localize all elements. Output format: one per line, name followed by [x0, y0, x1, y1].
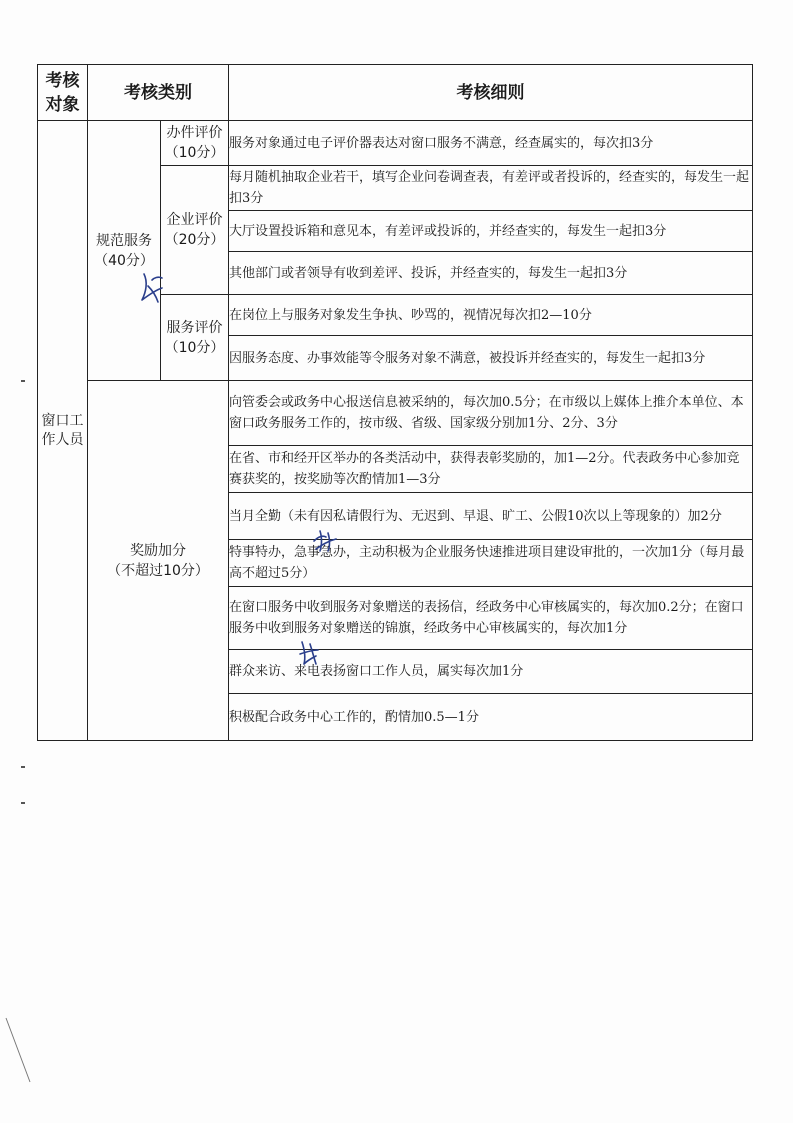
- subcategory-service: 服务评价 （10分）: [161, 295, 229, 381]
- table-row: [38, 121, 753, 166]
- rule-cell: 积极配合政务中心工作的，酌情加0.5—1分: [229, 694, 753, 741]
- category-reward: 奖励加分 （不超过10分）: [88, 381, 229, 741]
- rule-cell: 群众来访、来电表扬窗口工作人员，属实每次加1分: [229, 650, 753, 694]
- rule-cell: 特事特办，急事急办，主动积极为企业服务快速推进项目建设审批的，一次加1分（每月最高不超过5分）: [229, 540, 753, 587]
- rule-cell: 服务对象通过电子评价器表达对窗口服务不满意，经查属实的，每次扣3分: [229, 121, 753, 166]
- object-cell: 窗口工 作人员: [38, 121, 88, 741]
- header-object: 考核 对象: [38, 65, 88, 121]
- scan-artifact: [21, 802, 25, 804]
- table-row: [38, 381, 753, 446]
- scan-artifact: [21, 380, 25, 382]
- rule-cell: 大厅设置投诉箱和意见本，有差评或投诉的，并经查实的，每发生一起扣3分: [229, 211, 753, 252]
- rule-cell: 其他部门或者领导有收到差评、投诉，并经查实的，每发生一起扣3分: [229, 252, 753, 295]
- rule-cell: 在省、市和经开区举办的各类活动中，获得表彰奖励的，加1—2分。代表政务中心参加竞赛获奖的，按奖励等次酌情加1—3分: [229, 446, 753, 493]
- header-row: [38, 65, 753, 121]
- category-normative: 规范服务 （40分）: [88, 121, 161, 381]
- rule-cell: 当月全勤（未有因私请假行为、无迟到、早退、旷工、公假10次以上等现象的）加2分: [229, 493, 753, 540]
- rule-cell: 在岗位上与服务对象发生争执、吵骂的，视情况每次扣2—10分: [229, 295, 753, 336]
- header-category: 考核类别: [88, 65, 229, 121]
- subcategory-handling: 办件评价 （10分）: [161, 121, 229, 166]
- scan-artifact: [4, 1016, 34, 1086]
- rule-cell: 在窗口服务中收到服务对象赠送的表扬信，经政务中心审核属实的，每次加0.2分；在窗口服务中收到服务对象赠送的锦旗，经政务中心审核属实的，每次加1分: [229, 587, 753, 650]
- header-rules: 考核细则: [229, 65, 753, 121]
- rule-cell: 每月随机抽取企业若干，填写企业问卷调查表，有差评或者投诉的，经查实的，每发生一起扣3分: [229, 166, 753, 211]
- subcategory-enterprise: 企业评价 （20分）: [161, 166, 229, 295]
- rule-cell: 向管委会或政务中心报送信息被采纳的，每次加0.5分；在市级以上媒体上推介本单位、本窗口政务服务工作的，按市级、省级、国家级分别加1分、2分、3分: [229, 381, 753, 446]
- rule-cell: 因服务态度、办事效能等令服务对象不满意，被投诉并经查实的，每发生一起扣3分: [229, 336, 753, 381]
- assessment-table: [37, 64, 753, 741]
- scan-artifact: [21, 766, 25, 768]
